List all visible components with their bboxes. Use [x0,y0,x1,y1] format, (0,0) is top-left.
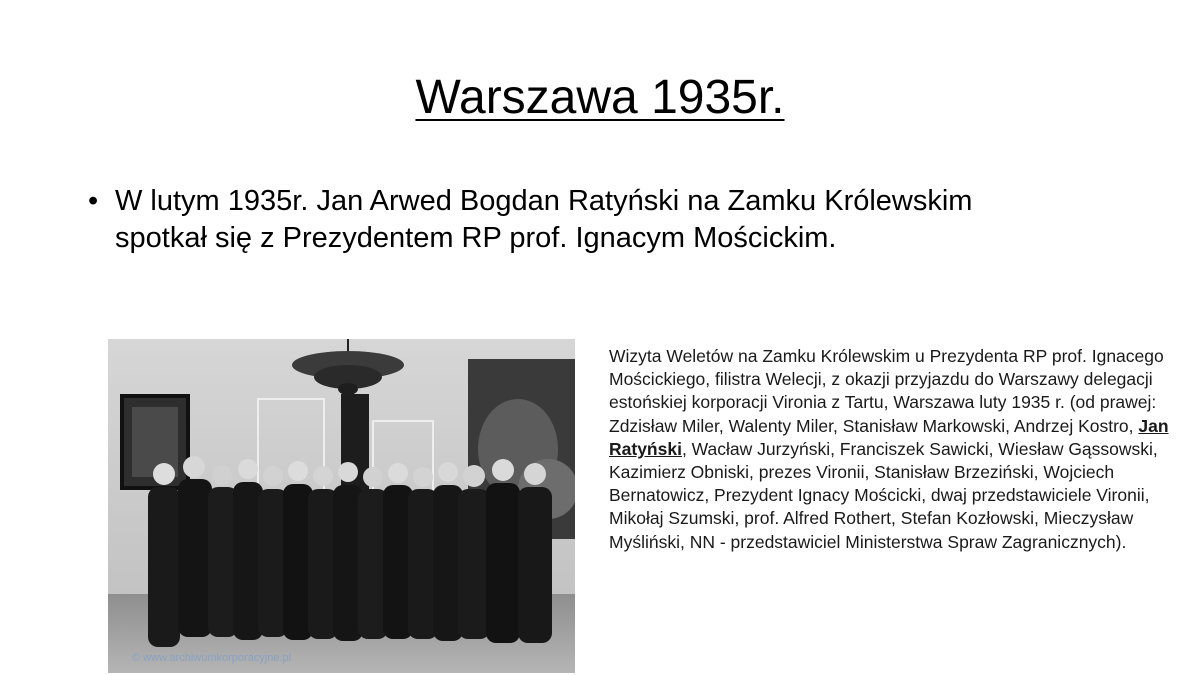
bullet-item [88,183,1128,257]
caption-text-after: , Wacław Jurzyński, Franciszek Sawicki, Wiesław Gąssowski, Kazimierz Obniski, prezes Vironii, Stanisław Brzeziński, Wojciech Bernatowicz, Prezydent Ignacy Mościcki, dwaj przedstawiciele Vironii, Mikołaj Szumski, prof. Alfred Rothert, Stefan Kozłowski, Mieczysław Myśliński, NN - przedstawiciel Ministerstwa Spraw Zagranicznych). [609,438,1158,552]
bullet-text [115,183,1128,257]
caption-text-before: Wizyta Weletów na Zamku Królewskim u Prezydenta RP prof. Ignacego Mościckiego, filistra Welecji, z okazji przyjazdu do Warszawy delegacji estońskiej korporacji Vironia z Tartu, Warszawa luty 1935 r. (od prawej: Zdzisław Miler, Walenty Miler, Stanisław Markowski, Andrzej Kostro, [609,346,1164,436]
photo-watermark: © www.archiwumkorporacyjne.pl [132,652,292,664]
group-photo-illustration [108,339,575,673]
caption-highlighted-name: Jan Ratyński [609,415,1169,459]
bullet-marker: • [88,185,99,217]
historical-group-photo [108,339,575,673]
bullet-line-1: W lutym 1935r. Jan Arwed Bogdan Ratyński na Zamku Królewskim [115,185,973,217]
photo-caption [609,345,1197,554]
bullet-line-2: spotkał się z Prezydentem RP prof. Ignacym Mościckim. [115,222,837,254]
slide-title: Warszawa 1935r. [415,71,785,124]
